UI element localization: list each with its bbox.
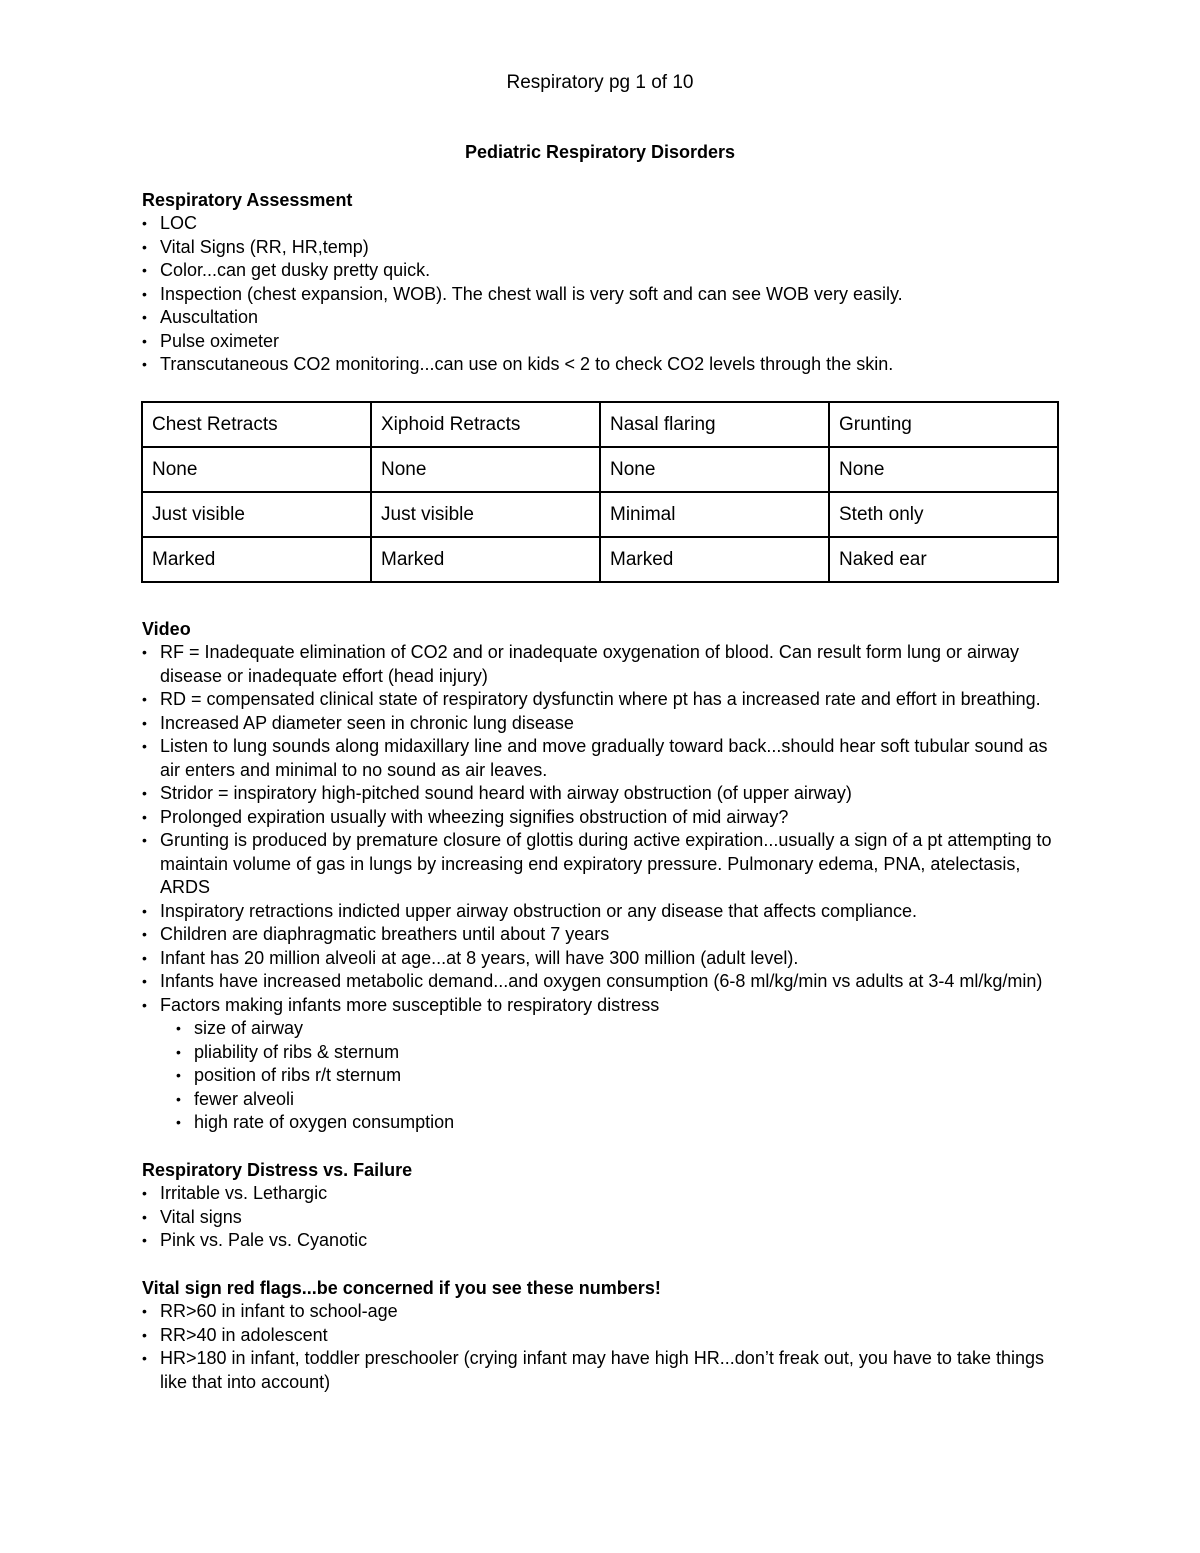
list-item: • RD = compensated clinical state of respiratory dysfunctin where pt has a increased rate and effort in breathing. [142, 688, 1072, 712]
table-cell: Nasal flaring [600, 402, 829, 447]
list-item: • Pink vs. Pale vs. Cyanotic [142, 1229, 1072, 1253]
section-heading: Respiratory Assessment [142, 190, 353, 210]
table-cell: None [600, 447, 829, 492]
section-heading: Video [142, 619, 191, 639]
list-item: • Prolonged expiration usually with wheezing signifies obstruction of mid airway? [142, 806, 1072, 830]
table-cell: None [142, 447, 371, 492]
table-cell: Xiphoid Retracts [371, 402, 600, 447]
table-cell: Naked ear [829, 537, 1058, 582]
video-section [142, 617, 1072, 1135]
assessment-section [142, 188, 1072, 377]
sub-list-item: • fewer alveoli [176, 1088, 1072, 1112]
table-cell: Chest Retracts [142, 402, 371, 447]
list-item: • RR>60 in infant to school-age [142, 1300, 1072, 1324]
list-item: • Vital signs [142, 1206, 1072, 1230]
sub-list-item: • position of ribs r/t sternum [176, 1064, 1072, 1088]
section-heading: Respiratory Distress vs. Failure [142, 1160, 413, 1180]
list-item: • Increased AP diameter seen in chronic lung disease [142, 712, 1072, 736]
list-item: • Color...can get dusky pretty quick. [142, 259, 1072, 283]
document-title: Pediatric Respiratory Disorders [464, 142, 736, 162]
table-cell: Marked [600, 537, 829, 582]
list-item: • Pulse oximeter [142, 330, 1072, 354]
table-cell: None [829, 447, 1058, 492]
table-row [142, 402, 1058, 447]
list-item: • Auscultation [142, 306, 1072, 330]
list-item: • Inspiratory retractions indicted upper airway obstruction or any disease that affects compliance. [142, 900, 1072, 924]
list-item: • LOC [142, 212, 1072, 236]
video-list [142, 641, 1072, 1017]
sub-list-item: • high rate of oxygen consumption [176, 1111, 1072, 1135]
table-cell: Grunting [829, 402, 1058, 447]
table-row [142, 537, 1058, 582]
table-cell: Marked [371, 537, 600, 582]
red-flags-list [142, 1300, 1072, 1394]
assessment-list [142, 212, 1072, 377]
list-item: • RF = Inadequate elimination of CO2 and or inadequate oxygenation of blood. Can result form lung or airway disease or inadequate effort (head injury) [142, 641, 1072, 688]
red-flags-section [142, 1276, 1072, 1394]
list-item: • Listen to lung sounds along midaxillary line and move gradually toward back...should hear soft tubular sound as air enters and minimal to no sound as air leaves. [142, 735, 1072, 782]
section-heading: Vital sign red flags...be concerned if you see these numbers! [142, 1278, 661, 1298]
list-item: • Transcutaneous CO2 monitoring...can use on kids < 2 to check CO2 levels through the skin. [142, 353, 1072, 377]
list-item: • Grunting is produced by premature closure of glottis during active expiration...usually a sign of a pt attempting to maintain volume of gas in lungs by increasing end expiratory pressure. Pulmonary edema, PNA, atelectasis, ARDS [142, 829, 1072, 900]
list-item: • Vital Signs (RR, HR,temp) [142, 236, 1072, 260]
list-item: • Children are diaphragmatic breathers until about 7 years [142, 923, 1072, 947]
list-item: • Irritable vs. Lethargic [142, 1182, 1072, 1206]
table-cell: Minimal [600, 492, 829, 537]
assessment-table [141, 401, 1059, 583]
list-item: • Inspection (chest expansion, WOB). The chest wall is very soft and can see WOB very easily. [142, 283, 1072, 307]
table-cell: None [371, 447, 600, 492]
sub-list-item: • pliability of ribs & sternum [176, 1041, 1072, 1065]
page-header: Respiratory pg 1 of 10 [506, 72, 694, 93]
table-cell: Just visible [142, 492, 371, 537]
table-cell: Just visible [371, 492, 600, 537]
sub-list-item: • size of airway [176, 1017, 1072, 1041]
list-item: • RR>40 in adolescent [142, 1324, 1072, 1348]
table-cell: Steth only [829, 492, 1058, 537]
list-item: • Infant has 20 million alveoli at age...at 8 years, will have 300 million (adult level). [142, 947, 1072, 971]
susceptibility-sublist [142, 1017, 1072, 1135]
list-item: • Infants have increased metabolic demand...and oxygen consumption (6-8 ml/kg/min vs adults at 3-4 ml/kg/min) [142, 970, 1072, 994]
table-row [142, 447, 1058, 492]
distress-list [142, 1182, 1072, 1253]
list-item: • HR>180 in infant, toddler preschooler (crying infant may have high HR...don’t freak out, you have to take things like that into account) [142, 1347, 1072, 1394]
table-row [142, 492, 1058, 537]
table-cell: Marked [142, 537, 371, 582]
list-item: • Factors making infants more susceptible to respiratory distress [142, 994, 1072, 1018]
list-item: • Stridor = inspiratory high-pitched sound heard with airway obstruction (of upper airway) [142, 782, 1072, 806]
distress-section [142, 1158, 1072, 1253]
